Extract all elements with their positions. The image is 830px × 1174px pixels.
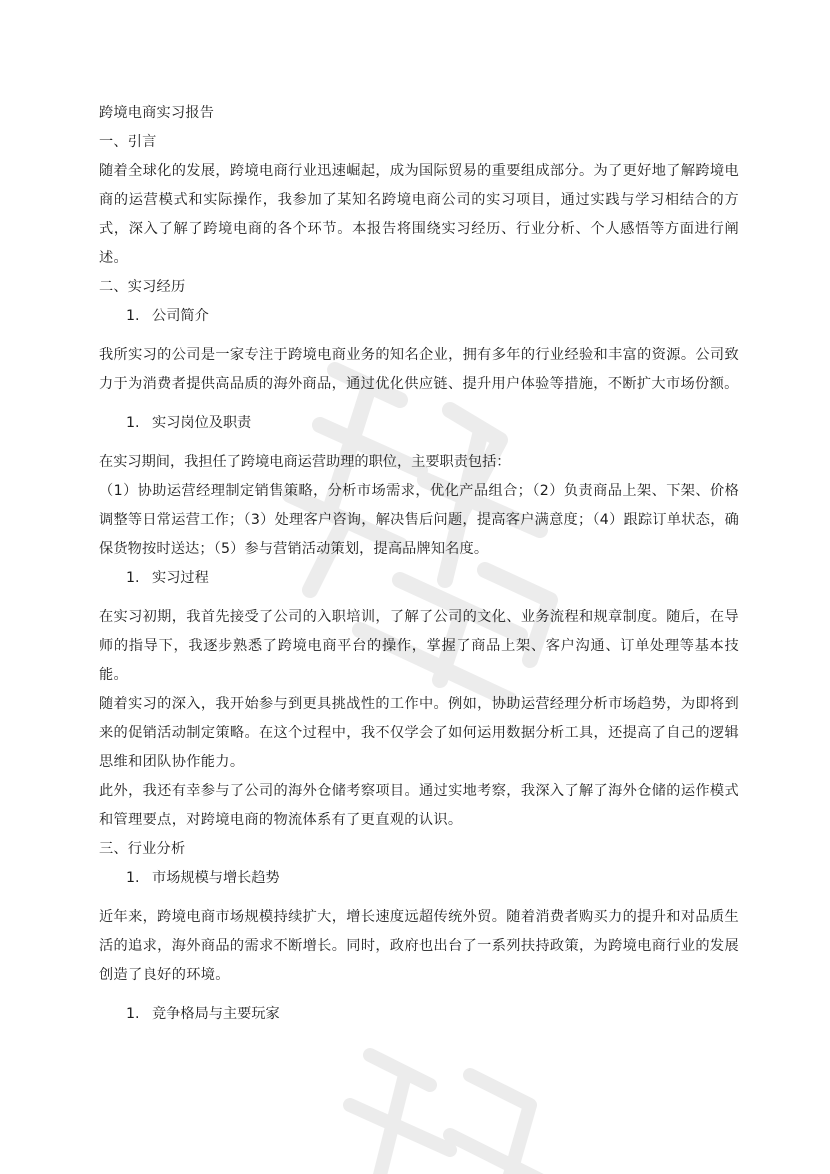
subheading-text: 实习过程 bbox=[152, 570, 209, 586]
section-heading-internship-experience: 二、实习经历 bbox=[99, 279, 186, 295]
subheading-text: 市场规模与增长趋势 bbox=[152, 870, 280, 886]
list-number: 1. bbox=[126, 415, 140, 431]
watermark-graphic-bottom bbox=[300, 1035, 560, 1174]
list-number: 1. bbox=[126, 308, 140, 324]
list-number: 1. bbox=[126, 570, 140, 586]
subheading-text: 实习岗位及职责 bbox=[152, 415, 252, 431]
position-intro-paragraph: 在实习期间，我担任了跨境电商运营助理的职位，主要职责包括： bbox=[99, 454, 511, 470]
process-paragraph-2: 随着实习的深入，我开始参与到更具挑战性的工作中。例如，协助运营经理分析市场趋势，为即将到来的促销活动制定策略。在这个过程中，我不仅学会了如何运用数据分析工具，还提高了自己的逻辑思维和团队协作能力。 bbox=[99, 696, 739, 770]
document-title: 跨境电商实习报告 bbox=[99, 105, 215, 121]
subheading-competition bbox=[99, 1000, 739, 1029]
subheading-text: 竞争格局与主要玩家 bbox=[152, 1006, 280, 1022]
subheading-text: 公司简介 bbox=[152, 308, 209, 324]
subheading-market-size bbox=[99, 864, 739, 893]
list-number: 1. bbox=[126, 870, 140, 886]
market-size-paragraph: 近年来，跨境电商市场规模持续扩大，增长速度远超传统外贸。随着消费者购买力的提升和对品质生活的追求，海外商品的需求不断增长。同时，政府也出台了一系列扶持政策，为跨境电商行业的发展创造了良好的环境。 bbox=[99, 909, 739, 983]
section-heading-introduction: 一、引言 bbox=[99, 134, 157, 150]
subheading-internship-process bbox=[99, 564, 739, 593]
subheading-company-profile bbox=[99, 302, 739, 331]
document-body bbox=[99, 99, 739, 1029]
process-paragraph-1: 在实习初期，我首先接受了公司的入职培训，了解了公司的文化、业务流程和规章制度。随后，在导师的指导下，我逐步熟悉了跨境电商平台的操作，掌握了商品上架、客户沟通、订单处理等基本技能。 bbox=[99, 609, 739, 683]
subheading-position-duties bbox=[99, 409, 739, 438]
list-number: 1. bbox=[126, 1006, 140, 1022]
duties-paragraph: （1）协助运营经理制定销售策略，分析市场需求，优化产品组合；（2）负责商品上架、下架、价格调整等日常运营工作；（3）处理客户咨询，解决售后问题，提高客户满意度；（4）跟踪订单状态，确保货物按时送达；（5）参与营销活动策划，提高品牌知名度。 bbox=[99, 483, 739, 557]
introduction-paragraph: 随着全球化的发展，跨境电商行业迅速崛起，成为国际贸易的重要组成部分。为了更好地了解跨境电商的运营模式和实际操作，我参加了某知名跨境电商公司的实习项目，通过实践与学习相结合的方式，深入了解了跨境电商的各个环节。本报告将围绕实习经历、行业分析、个人感悟等方面进行阐述。 bbox=[99, 163, 739, 266]
section-heading-industry-analysis: 三、行业分析 bbox=[99, 841, 186, 857]
company-profile-paragraph: 我所实习的公司是一家专注于跨境电商业务的知名企业，拥有多年的行业经验和丰富的资源。公司致力于为消费者提供高品质的海外商品，通过优化供应链、提升用户体验等措施，不断扩大市场份额。 bbox=[99, 347, 739, 392]
process-paragraph-3: 此外，我还有幸参与了公司的海外仓储考察项目。通过实地考察，我深入了解了海外仓储的运作模式和管理要点，对跨境电商的物流体系有了更直观的认识。 bbox=[99, 783, 739, 828]
